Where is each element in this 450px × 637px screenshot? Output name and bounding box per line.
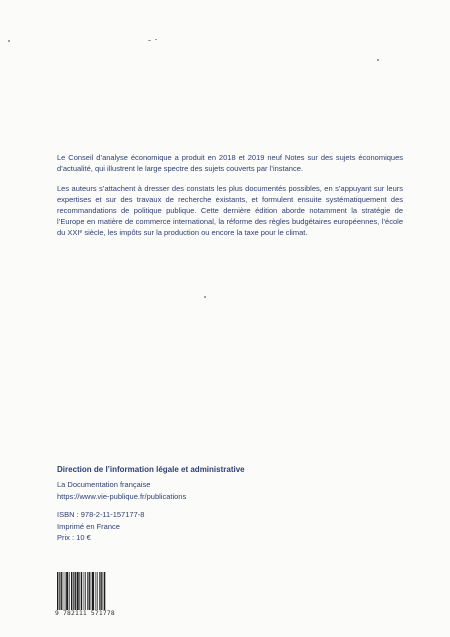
barcode-bar [81, 572, 82, 610]
barcode-bar [100, 572, 101, 610]
book-info-block [57, 509, 144, 544]
barcode-bar [79, 572, 80, 610]
barcode-bar [75, 572, 76, 610]
barcode-bar [91, 572, 92, 610]
publisher-block [57, 464, 245, 503]
barcode-bar [96, 572, 97, 610]
scan-speck [155, 39, 157, 40]
scan-speck [377, 59, 379, 61]
barcode-bar [61, 572, 62, 610]
barcode-bar [73, 572, 74, 610]
barcode-bar [97, 572, 98, 610]
scan-speck [148, 40, 151, 41]
price: Prix : 10 € [57, 533, 91, 542]
barcode-bar [63, 572, 64, 610]
description-paragraph [57, 183, 403, 238]
barcode-bar [99, 572, 100, 610]
scan-speck [204, 296, 206, 298]
barcode-digits: 9 782111 571778 [55, 610, 115, 617]
barcode-bar [85, 572, 86, 610]
publisher-url: https://www.vie-publique.fr/publications [57, 492, 187, 501]
back-cover-description [57, 152, 403, 247]
description-text: siècle, les impôts sur la production ou encore la taxe pour le climat. [82, 228, 308, 237]
description-text: Les auteurs s’attachent à dresser des constats les plus documentés possibles, en s’appuyant sur leurs expertises et sur des travaux de recherche existants, et formulent ensuite systématiquement des recommandations de politique publique. Cette dernière édition aborde notamment la stratégie de l’Europe en matière de commerce international, la réforme des règles budgétaires européennes, l’école du XXI [57, 184, 403, 237]
barcode-bar [89, 572, 90, 610]
century-superscript: e [79, 229, 83, 235]
barcode-bar [66, 572, 68, 610]
barcode-bar [65, 572, 66, 610]
barcode-bar [77, 572, 79, 610]
description-paragraph: Le Conseil d’analyse économique a produit en 2018 et 2019 neuf Notes sur des sujets économiques d’actualité, qui illustrent le large spectre des sujets couverts par l’instance. [57, 153, 403, 173]
barcode-bar [69, 572, 70, 610]
barcode-bar [87, 572, 88, 610]
barcode-bar [84, 572, 85, 610]
barcode-bar [92, 572, 94, 610]
barcode-bar [71, 572, 72, 610]
publisher-imprint: La Documentation française [57, 480, 151, 489]
isbn: ISBN : 978-2-11-157177-8 [57, 510, 145, 519]
publisher-name: Direction de l’information légale et administrative [57, 465, 245, 474]
barcode-bar [103, 572, 104, 610]
scan-speck [8, 40, 10, 42]
printed-in: Imprimé en France [57, 521, 120, 531]
